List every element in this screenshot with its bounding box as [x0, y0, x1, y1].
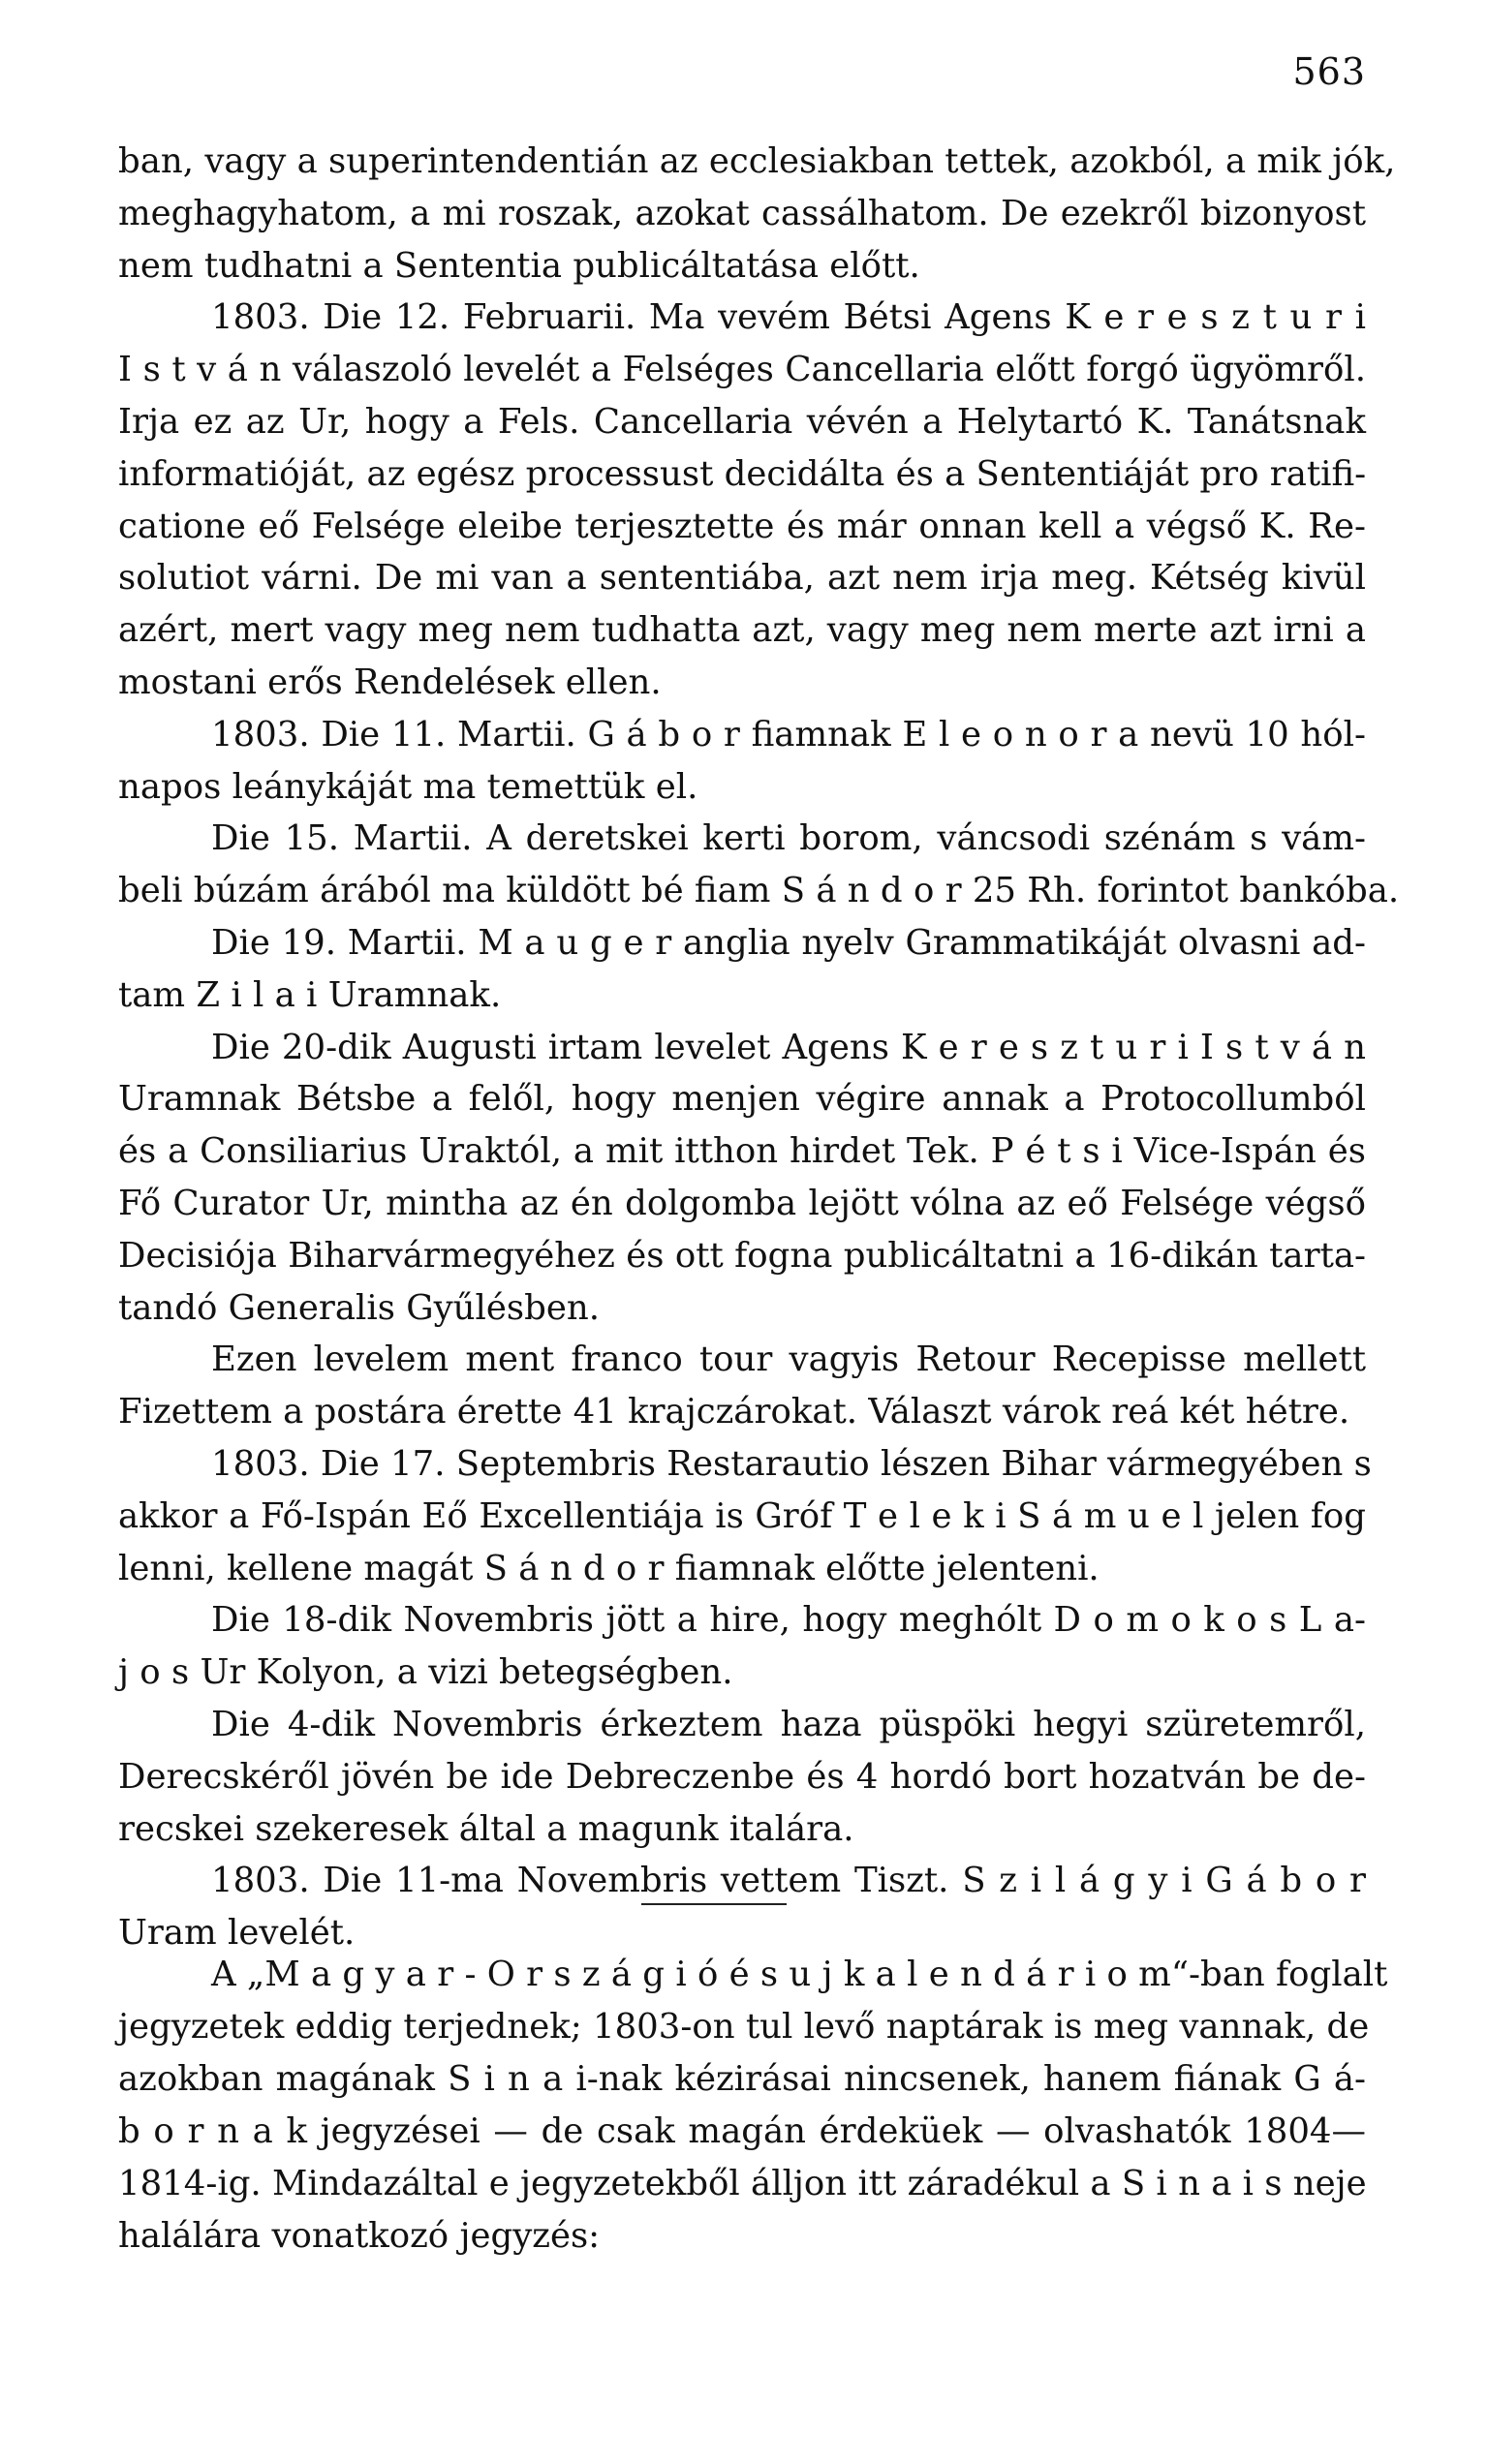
text-line: Die 19. Martii. M a u g e r anglia nyelv Grammatikáját olvasni ad- [211, 922, 1366, 963]
text-line: catione eő Felsége eleibe terjesztette és már onnan kell a végső K. Re- [118, 506, 1366, 546]
text-line: j o s Ur Kolyon, a vizi betegségben. [118, 1652, 733, 1693]
text-line: 1803. Die 17. Septembris Restarautio lészen Bihar vármegyében s [211, 1443, 1372, 1484]
text-line: 1803. Die 11. Martii. G á b o r fiamnak E l e o n o r a nevü 10 hól- [211, 714, 1366, 755]
text-line: azért, mert vagy meg nem tudhatta azt, vagy meg nem merte azt irni a [118, 610, 1366, 651]
text-line: Die 18-dik Novembris jött a hire, hogy meghólt D o m o k o s L a- [211, 1600, 1366, 1641]
section-divider [641, 1903, 787, 1905]
text-line: beli búzám árából ma küldött bé fiam S á n d o r 25 Rh. forintot bankóba. [118, 871, 1400, 911]
text-line: jegyzetek eddig terjednek; 1803-on tul levő naptárak is meg vannak, de [118, 2007, 1370, 2047]
text-line: Die 4-dik Novembris érkeztem haza püspöki hegyi szüretemről, [211, 1704, 1366, 1744]
text-line: nem tudhatni a Sententia publicáltatása előtt. [118, 245, 920, 286]
text-line: informatióját, az egész processust decidálta és a Sententiáját pro ratifi- [118, 453, 1367, 494]
text-line: akkor a Fő-Ispán Eő Excellentiája is Gróf T e l e k i S á m u e l jelen fog [118, 1495, 1366, 1536]
text-line: 1803. Die 12. Februarii. Ma vevém Bétsi Agens K e r e s z t u r i [211, 297, 1366, 338]
text-line: Irja ez az Ur, hogy a Fels. Cancellaria vévén a Helytartó K. Tanátsnak [118, 401, 1366, 442]
text-line: 1814-ig. Mindazáltal e jegyzetekből álljon itt záradékul a S i n a i s neje [118, 2164, 1367, 2203]
text-line: Fizettem a postára érette 41 krajczárokat. Választ várok reá két hétre. [118, 1392, 1350, 1432]
text-line: Decisiója Biharvármegyéhez és ott fogna publicáltatni a 16-dikán tarta- [118, 1235, 1366, 1276]
text-line: napos leánykáját ma temettük el. [118, 766, 698, 807]
text-line: ban, vagy a superintendentián az ecclesiakban tettek, azokból, a mik jók, [118, 141, 1396, 181]
text-line: Die 20-dik Augusti irtam levelet Agens K e r e s z t u r i I s t v á n [211, 1027, 1366, 1067]
text-line: Derecskéről jövén be ide Debreczenbe és 4 hordó bort hozatván be de- [118, 1756, 1366, 1797]
text-line: tam Z i l a i Uramnak. [118, 974, 502, 1015]
text-line: I s t v á n válaszoló levelét a Felséges Cancellaria előtt forgó ügyömről. [118, 350, 1366, 390]
text-line: lenni, kellene magát S á n d o r fiamnak előtte jelenteni. [118, 1548, 1100, 1588]
body-text [118, 136, 1400, 1959]
text-line: recskei szekeresek által a magunk italára. [118, 1808, 854, 1849]
text-line: 1803. Die 11-ma Novembris vettem Tiszt. S z i l á g y i G á b o r [211, 1861, 1366, 1901]
text-line: solutiot várni. De mi van a sententiába, azt nem irja meg. Kétség kivül [118, 558, 1366, 599]
text-line: b o r n a k jegyzései — de csak magán érdeküek — olvashatók 1804— [118, 2111, 1366, 2151]
text-line: Fő Curator Ur, mintha az én dolgomba lejött vólna az eő Felsége végső [118, 1183, 1366, 1223]
text-line: A „M a g y a r - O r s z á g i ó é s u j k a l e n d á r i o m“-ban foglalt [211, 1955, 1388, 1994]
text-line: halálára vonatkozó jegyzés: [118, 2216, 601, 2256]
text-line: azokban magának S i n a i-nak kézirásai nincsenek, hanem fiának G á- [118, 2059, 1366, 2099]
text-line: Die 15. Martii. A deretskei kerti borom, váncsodi szénám s vám- [211, 818, 1366, 859]
text-line: Ezen levelem ment franco tour vagyis Retour Recepisse mellett [211, 1340, 1366, 1380]
text-line: Uram levelét. [118, 1913, 356, 1954]
text-line: és a Consiliarius Uraktól, a mit itthon hirdet Tek. P é t s i Vice-Ispán és [118, 1131, 1366, 1172]
text-line: meghagyhatom, a mi roszak, azokat cassálhatom. De ezekről bizonyost [118, 193, 1366, 233]
text-line: mostani erős Rendelések ellen. [118, 662, 662, 702]
closing-note [118, 1949, 1388, 2263]
text-line: Uramnak Bétsbe a felől, hogy menjen végire annak a Protocollumból [118, 1079, 1366, 1120]
text-line: tandó Generalis Gyűlésben. [118, 1287, 600, 1328]
page-number: 563 [1292, 50, 1366, 93]
